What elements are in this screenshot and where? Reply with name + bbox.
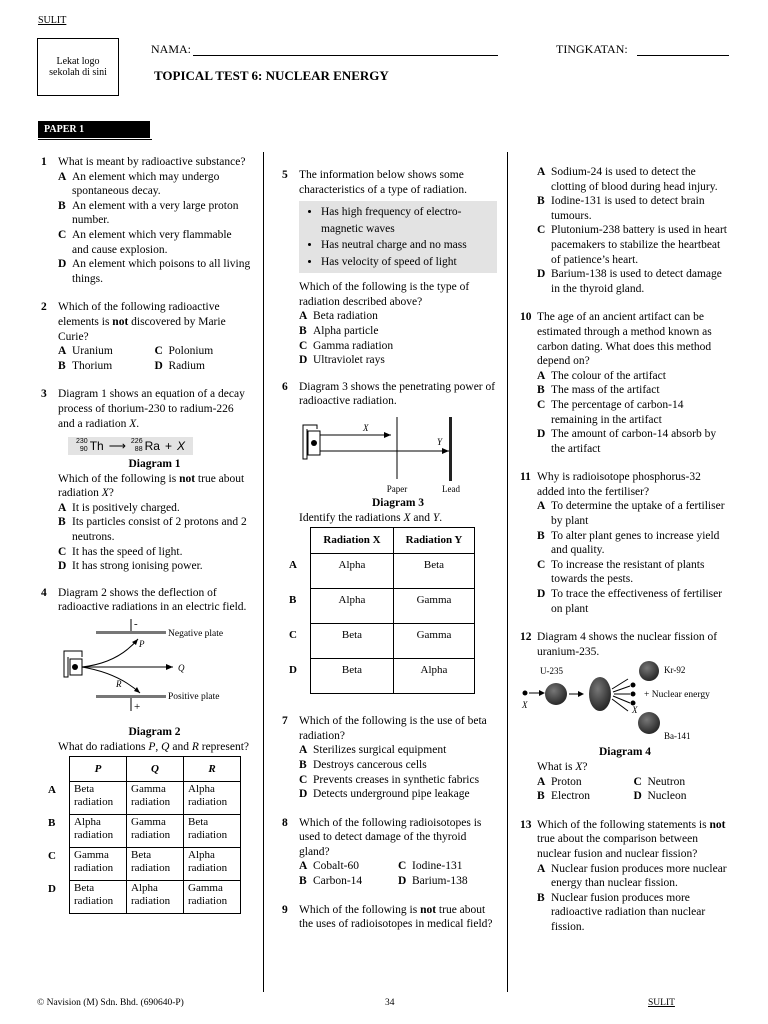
question-text: Diagram 2 shows the deflection of radioactive radiations in an electric field. <box>58 586 247 614</box>
ray-r-label: R <box>116 679 122 690</box>
row-option-label: B <box>48 816 56 829</box>
question-prompt: Which of the following is not true about radiation X? <box>58 472 245 500</box>
plus-sign: + <box>134 701 141 714</box>
question-prompt: Which of the following is the type of radiation described above? <box>299 281 470 308</box>
option-a[interactable]: A Uranium <box>58 345 113 358</box>
decay-equation: 230 90 Th ⟶ 226 88 Ra + X <box>68 437 193 455</box>
footer-copyright: © Navision (M) Sdn. Bhd. (690640-P) <box>37 998 184 1008</box>
option-d[interactable]: D Radium <box>154 359 205 372</box>
table-cell: Beta radiation <box>70 881 127 914</box>
page-title: TOPICAL TEST 6: NUCLEAR ENERGY <box>154 68 389 83</box>
column-2 <box>282 168 497 932</box>
table-header: R <box>184 757 241 782</box>
table-cell: Alpha radiation <box>184 782 241 815</box>
question-text: Which of the following is the use of beta radiation? <box>299 715 487 742</box>
option-b[interactable]: B Nuclear fusion produces more radioactive radiation than nuclear fission. <box>537 891 706 933</box>
option-d[interactable]: D To trace the effectiveness of fertiliser on plant <box>537 588 723 615</box>
question-4-answer-table <box>47 756 241 914</box>
question-text: Which of the following is not true about the uses of radioisotopes in medical field? <box>299 903 493 931</box>
table-cell: Gamma radiation <box>127 782 184 815</box>
table-header: Radiation Y <box>394 528 475 554</box>
question-number: 8 <box>282 816 288 829</box>
option-b[interactable]: B Carbon-14 <box>299 875 363 888</box>
nama-label: NAMA: <box>151 42 192 56</box>
diagram-1-caption: Diagram 1 <box>128 458 181 471</box>
table-cell: Alpha radiation <box>127 881 184 914</box>
table-cell: Beta <box>311 624 394 659</box>
table-cell: Gamma radiation <box>70 848 127 881</box>
paper-label: Paper <box>386 483 408 494</box>
logo-text: Lekat logo sekolah di sini <box>49 56 107 78</box>
lead-label: Lead <box>442 483 460 494</box>
question-5 <box>282 168 497 368</box>
question-prompt: What do radiations P, Q and R represent? <box>58 740 249 753</box>
paper-underline <box>38 139 152 140</box>
question-3 <box>41 387 251 574</box>
ray-p-label: P <box>139 639 145 650</box>
question-text: The age of an ancient artifact can be estimated through a method known as carbon dating. What does this method depend on? <box>537 311 712 368</box>
table-row[interactable] <box>288 624 475 659</box>
option-a[interactable]: A Nuclear fusion produces more nuclear energy than nuclear fission. <box>537 862 727 890</box>
list-item: • Has neutral charge and no mass <box>321 237 491 254</box>
question-13 <box>520 818 730 935</box>
diagram-3-caption: Diagram 3 <box>371 496 425 509</box>
list-item: • Has velocity of speed of light <box>321 254 491 271</box>
question-10 <box>520 310 730 456</box>
option-c[interactable]: C An element which very flammable and cause explosion. <box>58 228 232 256</box>
paper-tag: PAPER 1 <box>38 121 150 138</box>
question-1 <box>41 155 251 286</box>
question-number: 9 <box>282 903 288 916</box>
tingkatan-input-line[interactable] <box>637 55 729 56</box>
table-cell: Alpha <box>311 554 394 589</box>
question-prompt: What is X? <box>537 761 588 773</box>
option-b[interactable]: B To alter plant genes to increase yield and quality. <box>537 529 720 557</box>
question-text: The information below shows some characteristics of a type of radiation. <box>299 169 467 196</box>
question-12 <box>520 630 730 659</box>
question-6 <box>282 380 497 525</box>
option-b[interactable]: B Electron <box>537 790 590 803</box>
table-header: Q <box>127 757 184 782</box>
nuclear-energy-label: + Nuclear energy <box>644 690 710 701</box>
table-cell: Beta radiation <box>127 848 184 881</box>
option-a[interactable]: A Sterilizes surgical equipment <box>299 744 447 757</box>
row-option-label: B <box>289 593 297 606</box>
question-number: 1 <box>41 156 47 168</box>
option-a[interactable]: A Proton <box>537 775 582 788</box>
option-a[interactable]: A Sodium-24 is used to detect the clotting of blood during head injury. <box>537 166 718 193</box>
question-6-answer-table <box>288 527 475 694</box>
row-option-label: D <box>48 882 56 895</box>
question-number: 4 <box>41 586 47 599</box>
column-1 <box>41 155 251 914</box>
neutron-x-label-1: X <box>522 700 528 711</box>
row-option-label: A <box>289 558 297 571</box>
characteristics-box <box>299 201 497 273</box>
option-c[interactable]: C Neutron <box>633 775 686 788</box>
table-row[interactable] <box>47 848 241 881</box>
table-row[interactable] <box>47 815 241 848</box>
option-d[interactable]: D The amount of carbon-14 absorb by the artifact <box>537 428 717 455</box>
question-8 <box>282 816 497 889</box>
question-text: Diagram 4 shows the nuclear fission of uranium-235. <box>537 631 718 658</box>
diagram-2-deflection <box>58 615 248 713</box>
option-b[interactable]: B Its particles consist of 2 protons and 2 neutrons. <box>58 516 247 544</box>
question-2 <box>41 300 251 373</box>
table-row[interactable] <box>288 589 475 624</box>
question-number: 6 <box>282 380 288 393</box>
question-12-prompt <box>520 760 730 804</box>
option-d[interactable]: D It has strong ionising power. <box>58 560 203 573</box>
footer-sulit: SULIT <box>648 998 675 1008</box>
option-c[interactable]: C Iodine-131 <box>398 860 463 873</box>
table-row[interactable] <box>47 782 241 815</box>
list-item: • Has high frequency of electro-magnetic waves <box>321 204 491 237</box>
tingkatan-label: TINGKATAN: <box>556 42 628 56</box>
ba141-label: Ba-141 <box>664 731 691 742</box>
positive-plate-label: Positive plate <box>168 692 220 703</box>
option-d[interactable]: D Nucleon <box>633 790 687 803</box>
option-c[interactable]: C It has the speed of light. <box>58 545 183 558</box>
option-c[interactable]: C Prevents creases in synthetic fabrics <box>299 773 480 786</box>
ray-y-label: Y <box>437 436 443 447</box>
question-4 <box>41 586 251 754</box>
table-cell: Beta <box>311 659 394 694</box>
question-7 <box>282 714 497 802</box>
table-header: P <box>70 757 127 782</box>
option-a[interactable]: A To determine the uptake of a fertiliser by plant <box>537 500 725 528</box>
question-text: Diagram 1 shows an equation of a decay process of thorium-230 to radium-226 and a radiation X. <box>58 388 245 430</box>
question-text: Which of the following radioactive elements is not discovered by Marie Curie? <box>58 301 226 343</box>
row-option-label: D <box>289 663 297 676</box>
table-cell: Gamma radiation <box>184 881 241 914</box>
table-cell: Alpha <box>311 589 394 624</box>
neutron-x-label-2: X <box>632 705 638 716</box>
option-a[interactable]: A It is positively charged. <box>58 501 180 514</box>
option-d[interactable]: D Detects underground pipe leakage <box>299 788 470 801</box>
question-9 <box>282 903 497 932</box>
question-text: Diagram 3 shows the penetrating power of radioactive radiation. <box>299 380 496 408</box>
option-b[interactable]: B Alpha particle <box>299 324 379 337</box>
option-c[interactable]: C To increase the resistant of plants towards the pests. <box>537 558 705 586</box>
option-c[interactable]: C Gamma radiation <box>299 339 394 352</box>
table-cell: Gamma radiation <box>127 815 184 848</box>
question-number: 5 <box>282 169 288 181</box>
option-b[interactable]: B Thorium <box>58 359 113 372</box>
row-option-label: A <box>48 783 56 796</box>
option-a[interactable]: A The colour of the artifact <box>537 369 666 382</box>
not-emphasis: not <box>709 818 726 831</box>
u235-label: U-235 <box>540 666 563 677</box>
option-b[interactable]: B Iodine-131 is used to detect brain tumours. <box>537 195 705 222</box>
table-row[interactable] <box>288 659 475 694</box>
question-number: 13 <box>520 818 532 831</box>
option-b[interactable]: B Destroys cancerous cells <box>299 758 427 771</box>
table-row[interactable] <box>288 554 475 589</box>
table-cell: Alpha <box>394 659 475 694</box>
table-cell: Beta radiation <box>184 815 241 848</box>
option-b[interactable]: B The mass of the artifact <box>537 384 660 397</box>
question-11 <box>520 470 730 616</box>
q6-table-body <box>288 554 475 694</box>
q4-table-body <box>47 782 241 914</box>
column-divider-right <box>507 152 508 992</box>
page-number: 34 <box>385 998 395 1008</box>
option-b[interactable]: B An element with a very large proton number. <box>58 199 239 227</box>
table-header: Radiation X <box>311 528 394 554</box>
column-3 <box>520 165 730 935</box>
option-a[interactable]: A Cobalt-60 <box>299 860 359 873</box>
table-cell: Alpha radiation <box>184 848 241 881</box>
logo-placeholder <box>37 38 119 96</box>
row-option-label: C <box>48 849 56 862</box>
diagram-2-caption: Diagram 2 <box>128 726 181 739</box>
question-prompt: Identify the radiations X and Y. <box>299 511 443 524</box>
column-divider-left <box>263 152 264 992</box>
option-d[interactable]: D Barium-138 is used to detect damage in the thyroid gland. <box>537 268 722 295</box>
option-d[interactable]: D Ultraviolet rays <box>299 354 385 367</box>
question-text: Why is radioisotope phosphorus-32 added into the fertiliser? <box>537 471 701 498</box>
question-9-options <box>520 165 730 296</box>
diagram-3-penetration <box>299 413 474 495</box>
table-cell: Beta radiation <box>70 782 127 815</box>
question-number: 11 <box>520 471 531 484</box>
table-cell: Gamma <box>394 624 475 659</box>
question-text: Which of the following radioisotopes is used to detect damage of the thyroid gland? <box>299 816 482 858</box>
row-option-label: C <box>289 628 297 641</box>
sulit-mark: SULIT <box>38 15 67 26</box>
question-text: What is meant by radioactive substance? <box>58 156 246 168</box>
question-text: Which of the following statements is not true about the comparison between nuclear fusion and nuclear fission? <box>537 818 726 860</box>
table-cell: Alpha radiation <box>70 815 127 848</box>
characteristics-list <box>307 204 491 270</box>
question-number: 3 <box>41 388 47 401</box>
question-number: 7 <box>282 715 288 728</box>
option-c[interactable]: C Plutonium-238 battery is used in heart pacemakers to stabilize the heartbeat of patience’s heart. <box>537 224 727 266</box>
negative-plate-label: Negative plate <box>168 629 224 640</box>
table-cell: Beta <box>394 554 475 589</box>
option-a[interactable]: A An element which may undergo spontaneous decay. <box>58 170 220 198</box>
option-d[interactable]: D An element which poisons to all living things. <box>58 258 251 285</box>
nama-input-line[interactable] <box>193 55 498 56</box>
table-cell: Gamma <box>394 589 475 624</box>
ray-q-label: Q <box>178 663 185 674</box>
option-c[interactable]: C Polonium <box>154 345 214 358</box>
diagram-4-fission <box>520 661 730 743</box>
question-number: 2 <box>41 301 47 314</box>
question-number: 10 <box>520 311 532 324</box>
ray-x-label: X <box>363 422 369 433</box>
option-a[interactable]: A Beta radiation <box>299 310 378 323</box>
option-d[interactable]: D Barium-138 <box>398 875 468 888</box>
table-row[interactable] <box>47 881 241 914</box>
option-c[interactable]: C The percentage of carbon-14 remaining in the artifact <box>537 398 684 426</box>
question-number: 12 <box>520 631 532 644</box>
minus-sign: - <box>134 618 138 631</box>
diagram-4-caption: Diagram 4 <box>598 746 652 759</box>
kr92-label: Kr-92 <box>664 665 686 676</box>
